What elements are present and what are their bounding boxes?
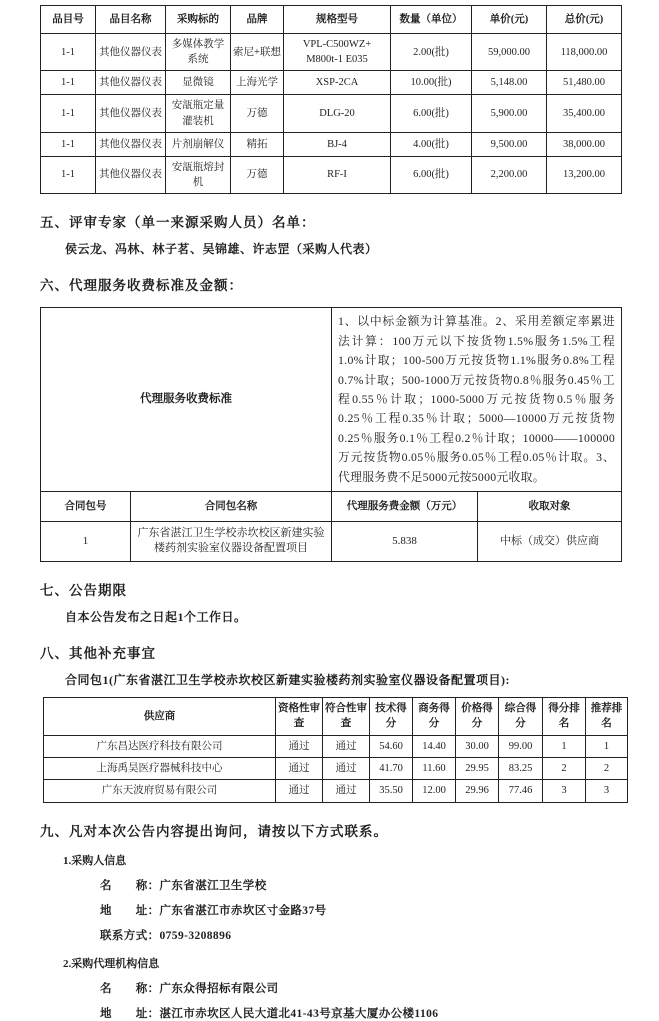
col-header: 总价(元) xyxy=(547,6,622,34)
cell: 12.00 xyxy=(413,780,456,802)
table-row xyxy=(41,95,622,132)
agency-info-heading: 2.采购代理机构信息 xyxy=(63,957,160,970)
cell: 118,000.00 xyxy=(547,34,622,71)
cell: 1 xyxy=(586,735,628,757)
cell: 其他仪器仪表 xyxy=(96,95,166,132)
fee-standard-label: 代理服务收费标准 xyxy=(41,308,332,492)
items-table xyxy=(40,5,622,194)
package-row xyxy=(41,521,622,561)
cell: 99.00 xyxy=(499,735,543,757)
cell: 11.60 xyxy=(413,758,456,780)
fee-standard-row xyxy=(41,308,622,492)
col-header: 代理服务费金额（万元） xyxy=(332,491,478,521)
cell: 10.00(批) xyxy=(391,71,472,95)
col-header: 推荐排名 xyxy=(586,697,628,735)
cell: 51,480.00 xyxy=(547,71,622,95)
cell: 1 xyxy=(543,735,586,757)
agency-address: 湛江市赤坎区人民大道北41-43号京基大厦办公楼1106 xyxy=(159,1007,439,1020)
cell: 41.70 xyxy=(370,758,413,780)
col-header: 资格性审查 xyxy=(276,697,323,735)
cell: 其他仪器仪表 xyxy=(96,132,166,156)
section6-title: 六、代理服务收费标准及金额： xyxy=(40,278,243,294)
cell: 2,200.00 xyxy=(472,156,547,193)
cell: 5,148.00 xyxy=(472,71,547,95)
purchaser-info-heading: 1.采购人信息 xyxy=(63,854,127,867)
purchaser-name: 广东省湛江卫生学校 xyxy=(159,879,267,892)
cell: 安瓿瓶定量灌装机 xyxy=(166,95,231,132)
purchaser-address: 广东省湛江市赤坎区寸金路37号 xyxy=(159,904,327,917)
cell: 29.95 xyxy=(456,758,499,780)
section8-title: 八、其他补充事宜 xyxy=(40,645,156,661)
cell: 其他仪器仪表 xyxy=(96,34,166,71)
cell: 通过 xyxy=(276,758,323,780)
section5-title: 五、评审专家（单一来源采购人员）名单： xyxy=(40,215,316,231)
name-label: 名 称： xyxy=(100,982,160,995)
cell: 1-1 xyxy=(41,34,96,71)
cell: 1 xyxy=(41,521,131,561)
col-header: 单价(元) xyxy=(472,6,547,34)
purchaser-contact: 0759-3208896 xyxy=(159,929,232,942)
items-table-header-row xyxy=(41,6,622,34)
cell: 通过 xyxy=(323,735,370,757)
package-intro: 合同包1(广东省湛江卫生学校赤坎校区新建实验楼药剂实验室仪器设备配置项目): xyxy=(65,672,510,687)
cell: 2.00(批) xyxy=(391,34,472,71)
cell: 1-1 xyxy=(41,95,96,132)
cell: 显微镜 xyxy=(166,71,231,95)
cell: 29.96 xyxy=(456,780,499,802)
address-label: 地 址： xyxy=(100,1007,160,1020)
cell: BJ-4 xyxy=(284,132,391,156)
cell: 6.00(批) xyxy=(391,95,472,132)
col-header: 合同包号 xyxy=(41,491,131,521)
supplier-evaluation-table xyxy=(43,697,628,803)
col-header: 规格型号 xyxy=(284,6,391,34)
cell: 通过 xyxy=(276,780,323,802)
eval-header-row xyxy=(44,697,628,735)
cell: VPL-C500WZ+ M800t-1 E035 xyxy=(284,34,391,71)
fee-standard-text: 1、以中标金额为计算基准。2、采用差额定率累进法计算：100万元以下按货物1.5%服务1.5%工程1.0%计取；100-500万元按货物1.1%服务0.8%工程0.7%计取；500-1000万元按货物0.8％服务0.45％工程0.55％计取；1000-5000万元按货物0.5％服务0.25％工程0.35％计取；5000—10000万元按货物0.25％服务0.1％工程0.2％计取；10000——100000万元按货物0.05％服务0.05％工程0.05％计取。3、代理服务费不足5000元按5000元收取。 xyxy=(332,308,622,492)
cell: 3 xyxy=(543,780,586,802)
col-header: 符合性审查 xyxy=(323,697,370,735)
col-header: 收取对象 xyxy=(478,491,622,521)
col-header: 供应商 xyxy=(44,697,276,735)
cell: 1-1 xyxy=(41,71,96,95)
col-header: 品目号 xyxy=(41,6,96,34)
cell: 上海禹昊医疗器械科技中心 xyxy=(44,758,276,780)
col-header: 品目名称 xyxy=(96,6,166,34)
col-header: 合同包名称 xyxy=(131,491,332,521)
cell: 4.00(批) xyxy=(391,132,472,156)
table-row xyxy=(41,34,622,71)
table-row xyxy=(41,71,622,95)
contact-label: 联系方式： xyxy=(100,929,160,942)
table-row xyxy=(41,156,622,193)
agency-name: 广东众得招标有限公司 xyxy=(159,982,279,995)
purchaser-contact-line xyxy=(100,927,621,943)
cell: 83.25 xyxy=(499,758,543,780)
col-header: 采购标的 xyxy=(166,6,231,34)
cell: 9,500.00 xyxy=(472,132,547,156)
cell: 其他仪器仪表 xyxy=(96,71,166,95)
cell: DLG-20 xyxy=(284,95,391,132)
cell: 5,900.00 xyxy=(472,95,547,132)
col-header: 得分排名 xyxy=(543,697,586,735)
col-header: 技术得分 xyxy=(370,697,413,735)
cell: 万德 xyxy=(231,95,284,132)
agency-name-line xyxy=(100,980,621,996)
section9-title: 九、凡对本次公告内容提出询问，请按以下方式联系。 xyxy=(40,823,388,839)
cell: 77.46 xyxy=(499,780,543,802)
purchaser-address-line xyxy=(100,902,621,918)
cell: 13,200.00 xyxy=(547,156,622,193)
purchaser-name-line xyxy=(100,877,621,893)
cell: 通过 xyxy=(323,758,370,780)
name-label: 名 称： xyxy=(100,879,160,892)
notice-period-text: 自本公告发布之日起1个工作日。 xyxy=(65,609,247,624)
col-header: 数量（单位） xyxy=(391,6,472,34)
col-header: 价格得分 xyxy=(456,697,499,735)
package-header-row xyxy=(41,491,622,521)
cell: 1-1 xyxy=(41,132,96,156)
cell: 片剂崩解仪 xyxy=(166,132,231,156)
eval-row xyxy=(44,780,628,802)
cell: 广东省湛江卫生学校赤坎校区新建实验楼药剂实验室仪器设备配置项目 xyxy=(131,521,332,561)
cell: RF-I xyxy=(284,156,391,193)
agency-address-line xyxy=(100,1005,621,1021)
cell: 59,000.00 xyxy=(472,34,547,71)
cell: 1-1 xyxy=(41,156,96,193)
address-label: 地 址： xyxy=(100,904,160,917)
cell: 2 xyxy=(543,758,586,780)
eval-row xyxy=(44,758,628,780)
cell: 35,400.00 xyxy=(547,95,622,132)
cell: 广东昌达医疗科技有限公司 xyxy=(44,735,276,757)
cell: 广东天波府贸易有限公司 xyxy=(44,780,276,802)
cell: 30.00 xyxy=(456,735,499,757)
cell: 索尼+联想 xyxy=(231,34,284,71)
cell: 上海光学 xyxy=(231,71,284,95)
cell: 2 xyxy=(586,758,628,780)
eval-row xyxy=(44,735,628,757)
cell: 通过 xyxy=(276,735,323,757)
cell: 35.50 xyxy=(370,780,413,802)
cell: 万德 xyxy=(231,156,284,193)
col-header: 商务得分 xyxy=(413,697,456,735)
cell: 精拓 xyxy=(231,132,284,156)
expert-names: 侯云龙、冯林、林子茗、吴锦雄、许志罡（采购人代表） xyxy=(65,242,378,257)
cell: 5.838 xyxy=(332,521,478,561)
cell: 通过 xyxy=(323,780,370,802)
col-header: 品牌 xyxy=(231,6,284,34)
col-header: 综合得分 xyxy=(499,697,543,735)
cell: 安瓿瓶熔封机 xyxy=(166,156,231,193)
cell: 中标（成交）供应商 xyxy=(478,521,622,561)
table-row xyxy=(41,132,622,156)
cell: 6.00(批) xyxy=(391,156,472,193)
cell: 其他仪器仪表 xyxy=(96,156,166,193)
cell: 38,000.00 xyxy=(547,132,622,156)
cell: XSP-2CA xyxy=(284,71,391,95)
agency-fee-table xyxy=(40,307,622,562)
cell: 3 xyxy=(586,780,628,802)
section7-title: 七、公告期限 xyxy=(40,582,127,598)
cell: 14.40 xyxy=(413,735,456,757)
cell: 多媒体教学系统 xyxy=(166,34,231,71)
cell: 54.60 xyxy=(370,735,413,757)
